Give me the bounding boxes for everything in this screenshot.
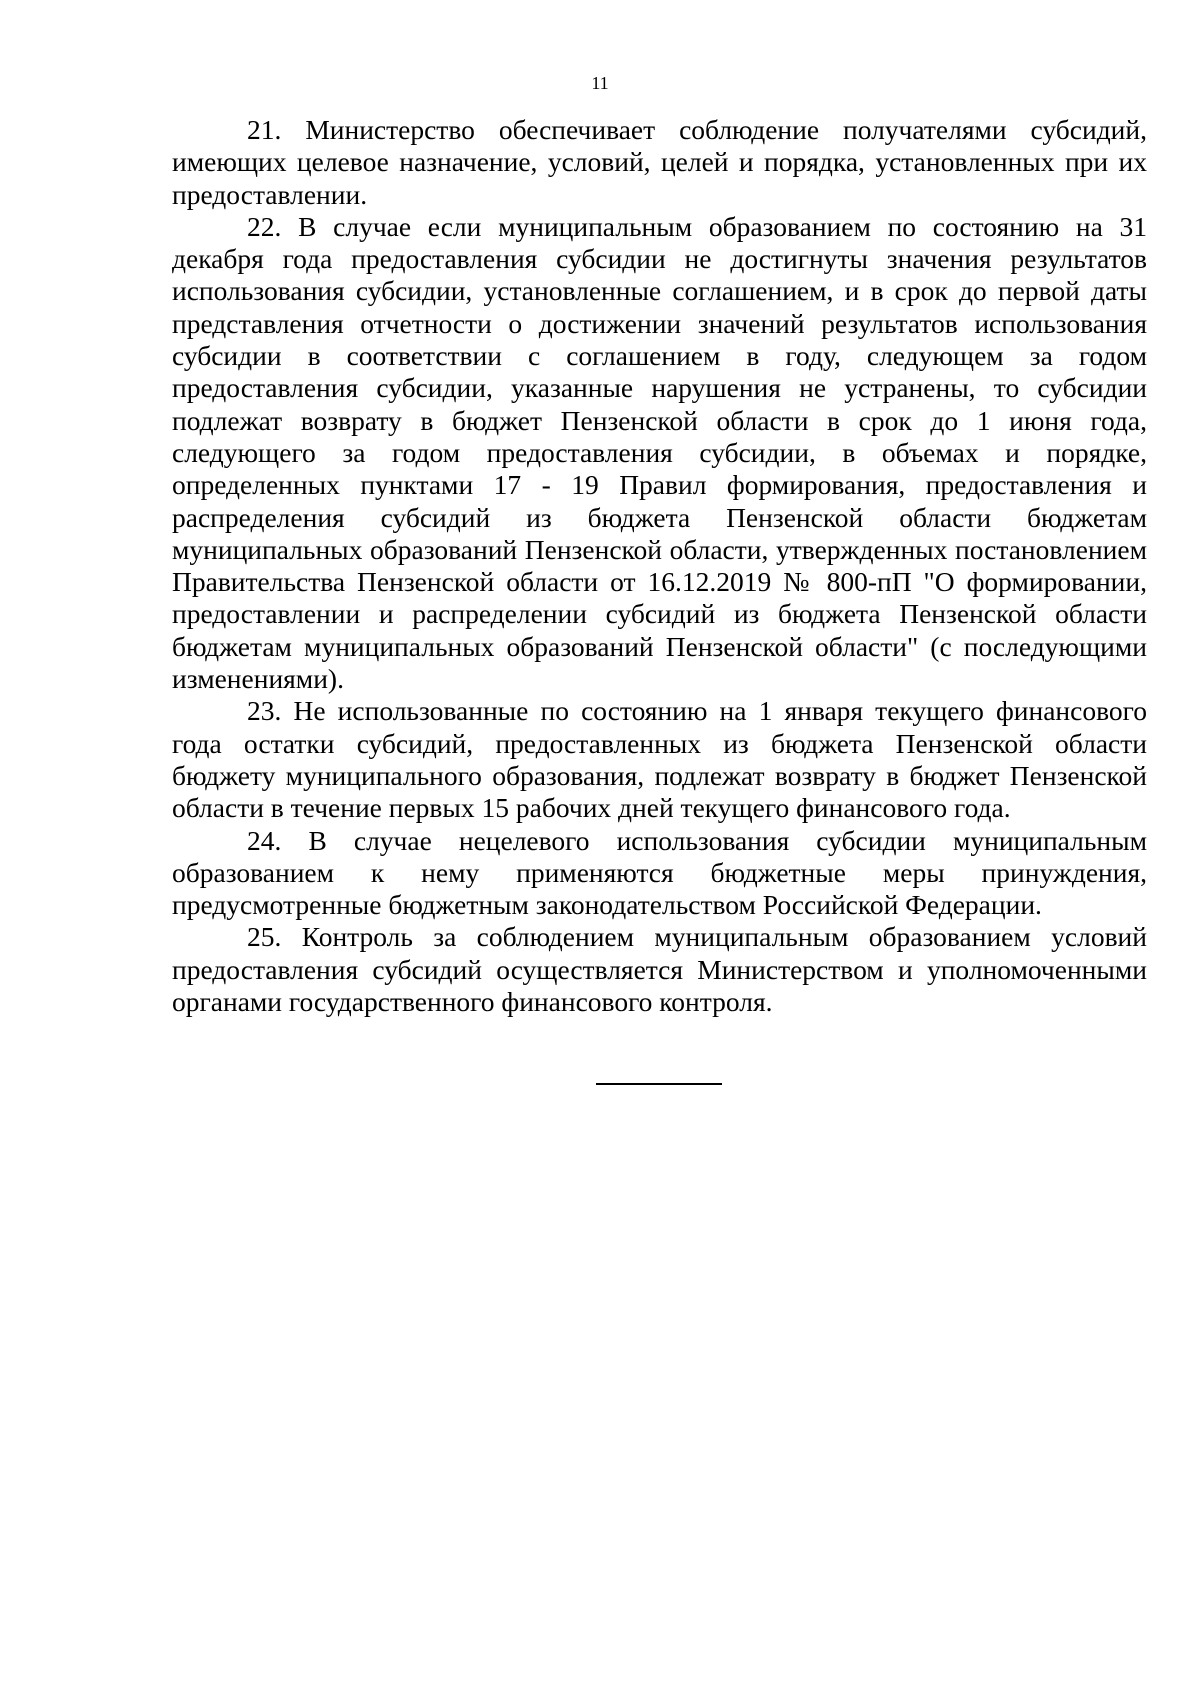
paragraph-25: 25. Контроль за соблюдением муниципальным образованием условий предоставления субсидий осуществляется Министерством и уполномоченными органами государственного финансового контроля. [172,921,1147,1018]
paragraph-22: 22. В случае если муниципальным образованием по состоянию на 31 декабря года предоставления субсидии не достигнуты значения результатов использования субсидии, установленные соглашением, и в срок до первой даты представления отчетности о достижении значений результатов использования субсидии в соответствии с соглашением в году, следующем за годом предоставления субсидии, указанные нарушения не устранены, то субсидии подлежат возврату в бюджет Пензенской области в срок до 1 июня года, следующего за годом предоставления субсидии, в объемах и порядке, определенных пунктами 17 - 19 Правил формирования, предоставления и распределения субсидий из бюджета Пензенской области бюджетам муниципальных образований Пензенской области, утвержденных постановлением Правительства Пензенской области от 16.12.2019 № 800-пП "О формировании, предоставлении и распределении субсидий из бюджета Пензенской области бюджетам муниципальных образований Пензенской области" (с последующими изменениями). [172,210,1147,695]
paragraph-24: 24. В случае нецелевого использования субсидии муниципальным образованием к нему применяются бюджетные меры принуждения, предусмотренные бюджетным законодательством Российской Федерации. [172,824,1147,921]
end-of-document-rule [596,1083,722,1085]
document-body [172,114,1147,1018]
paragraph-23: 23. Не использованные по состоянию на 1 января текущего финансового года остатки субсидий, предоставленных из бюджета Пензенской области бюджету муниципального образования, подлежат возврату в бюджет Пензенской области в течение первых 15 рабочих дней текущего финансового года. [172,695,1147,824]
paragraph-21: 21. Министерство обеспечивает соблюдение получателями субсидий, имеющих целевое назначение, условий, целей и порядка, установленных при их предоставлении. [172,114,1147,210]
page-number: 11 [591,73,609,93]
